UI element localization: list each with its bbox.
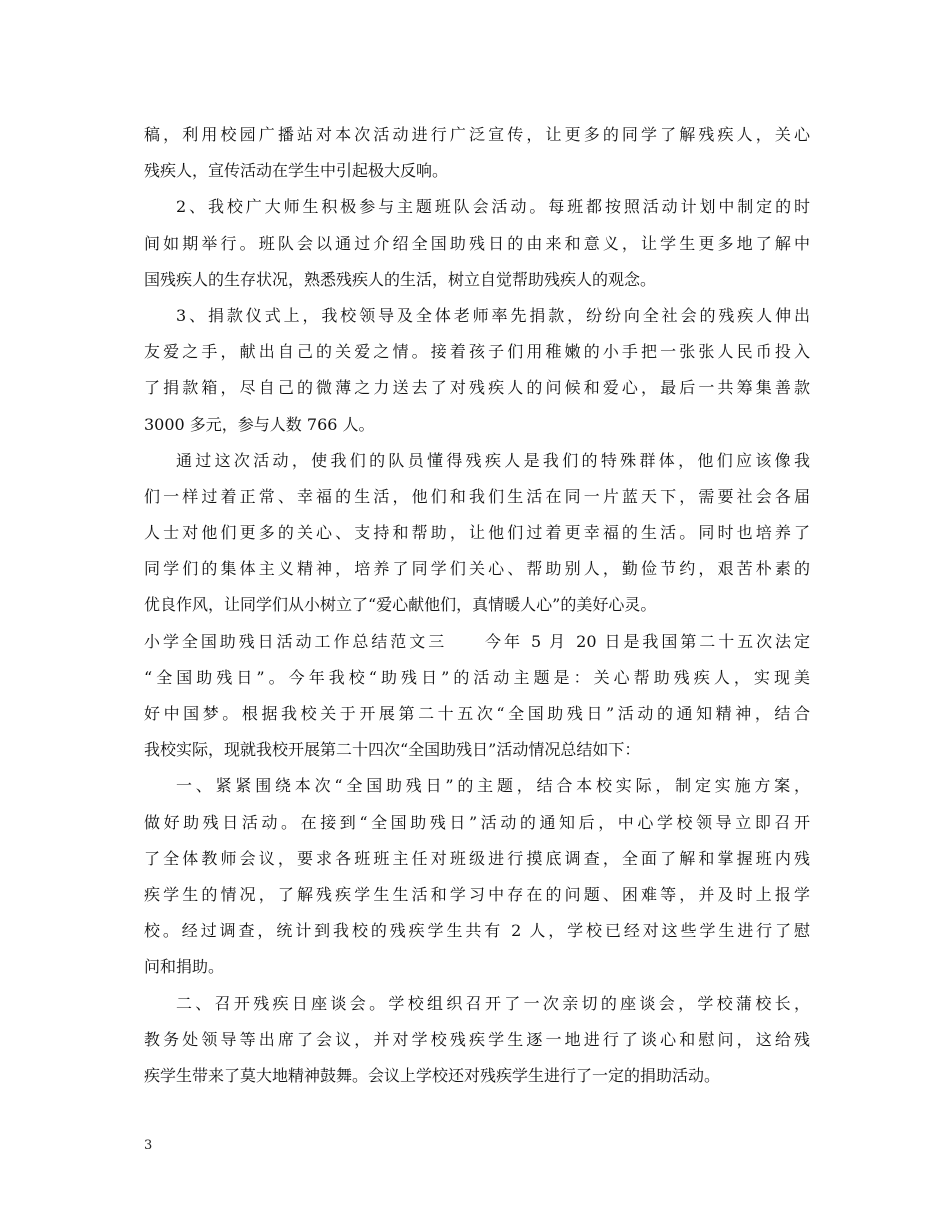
text-line: 二、召开残疾日座谈会。学校组织召开了一次亲切的座谈会，学校蒲校长，: [176, 993, 810, 1013]
text-line: 人士对他们更多的关心、支持和帮助，让他们过着更幸福的生活。同时也培养了: [144, 523, 810, 543]
text-line: 通过这次活动，使我们的队员懂得残疾人是我们的特殊群体，他们应该像我: [176, 450, 810, 470]
text-line: 3、捐款仪式上，我校领导及全体老师率先捐款，纷纷向全社会的残疾人伸出: [176, 305, 810, 325]
text-line: “全国助残日”。今年我校“助残日”的活动主题是：关心帮助残疾人，实现美: [144, 667, 810, 687]
text-line: 了捐款箱，尽自己的微薄之力送去了对残疾人的问候和爱心，最后一共筹集善款: [144, 378, 810, 398]
text-line: 优良作风，让同学们从小树立了“爱心献他们，真情暖人心”的美好心灵。: [144, 595, 657, 615]
text-line: 3000 多元，参与人数 766 人。: [144, 414, 375, 434]
text-line: 教务处领导等出席了会议，并对学校残疾学生逐一地进行了谈心和慰问，这给残: [144, 1029, 810, 1049]
text-line: 友爱之手，献出自己的关爱之情。接着孩子们用稚嫩的小手把一张张人民币投入: [144, 342, 810, 362]
text-line: 间如期举行。班队会以通过介绍全国助残日的由来和意义，让学生更多地了解中: [144, 233, 810, 253]
text-line: 国残疾人的生存状况，熟悉残疾人的生活，树立自觉帮助残疾人的观念。: [144, 269, 657, 289]
text-line: 我校实际，现就我校开展第二十四次“全国助残日”活动情况总结如下：: [144, 740, 641, 760]
page-number: 3: [144, 1138, 153, 1153]
text-line: 疾学生带来了莫大地精神鼓舞。会议上学校还对残疾学生进行了一定的捐助活动。: [144, 1065, 721, 1085]
text-line: 们一样过着正常、幸福的生活，他们和我们生活在同一片蓝天下，需要社会各届: [144, 486, 810, 506]
text-line: 疾学生的情况，了解残疾学生生活和学习中存在的问题、困难等，并及时上报学: [144, 884, 810, 904]
text-line: 2、我校广大师生积极参与主题班队会活动。每班都按照活动计划中制定的时: [176, 197, 810, 217]
text-line: 做好助残日活动。在接到“全国助残日”活动的通知后，中心学校领导立即召开: [144, 812, 810, 832]
text-line: 了全体教师会议，要求各班班主任对班级进行摸底调查，全面了解和掌握班内残: [144, 848, 810, 868]
text-line: 一、紧紧围绕本次“全国助残日”的主题，结合本校实际，制定实施方案，: [176, 776, 810, 796]
text-line: 稿，利用校园广播站对本次活动进行广泛宣传，让更多的同学了解残疾人，关心: [144, 125, 810, 144]
text-line: 残疾人，宣传活动在学生中引起极大反响。: [144, 161, 449, 181]
text-line: 好中国梦。根据我校关于开展第二十五次“全国助残日”活动的通知精神，结合: [144, 704, 810, 723]
text-line: 同学们的集体主义精神，培养了同学们关心、帮助别人，勤俭节约，艰苦朴素的: [144, 559, 810, 579]
text-line: 校。经过调查，统计到我校的残疾学生共有 2 人，学校已经对这些学生进行了慰: [144, 921, 810, 941]
text-line: 问和捐助。: [144, 957, 225, 977]
text-line: 小学全国助残日活动工作总结范文三 今年 5 月 20 日是我国第二十五次法定: [144, 631, 810, 651]
document-body: [144, 117, 810, 1094]
